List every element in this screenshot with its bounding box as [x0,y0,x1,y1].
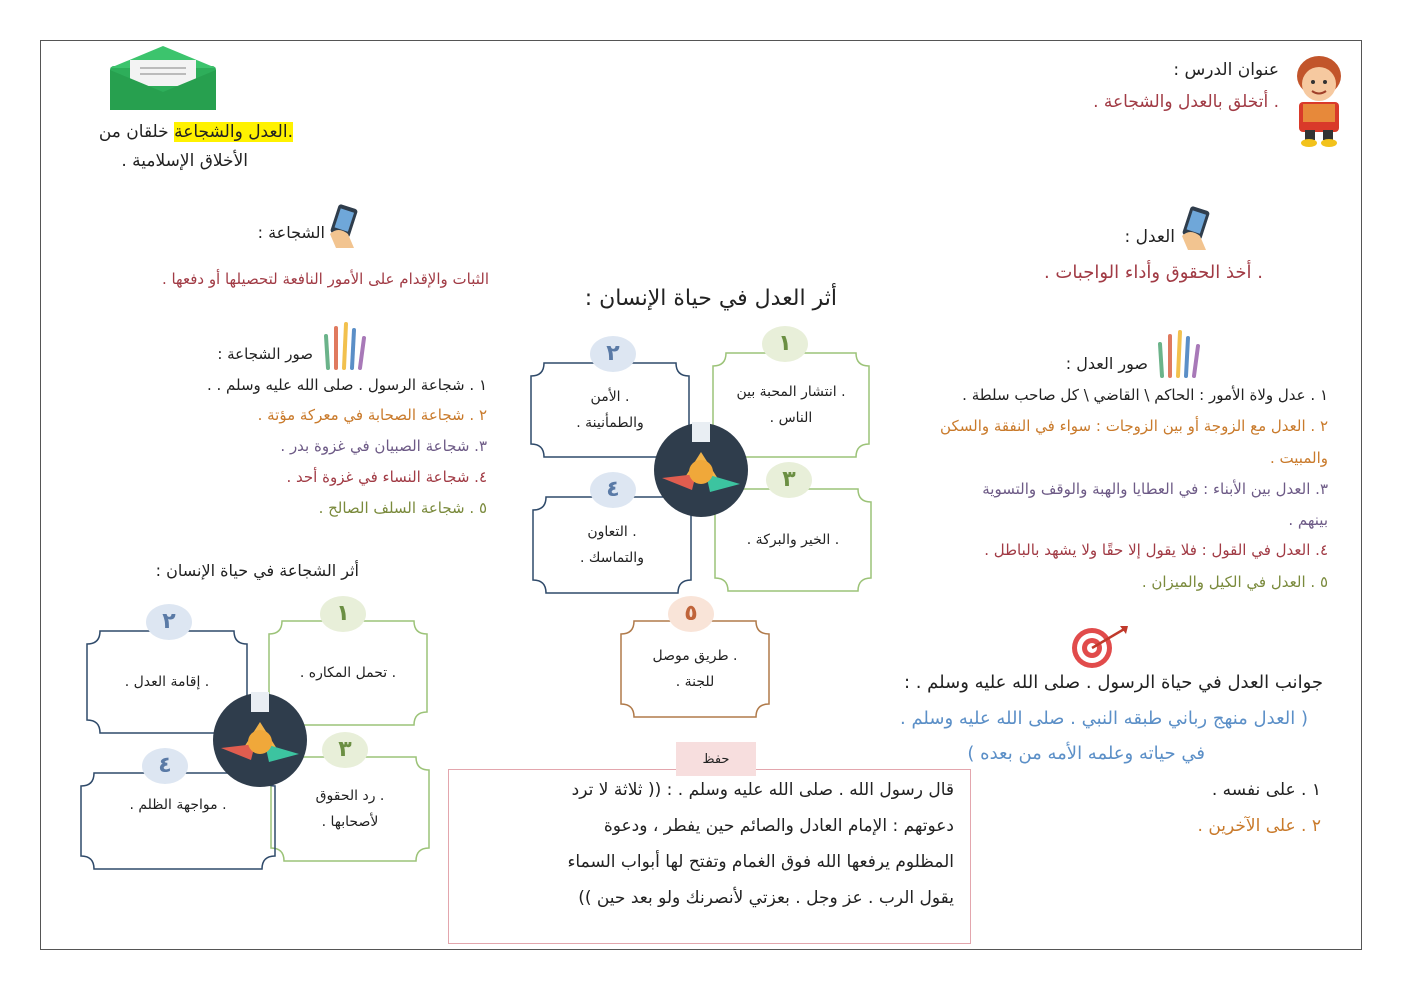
justice-form-4: ٤. العدل في القول : فلا يقول إلا حقًا ولا يشهد بالباطل . [984,541,1328,559]
courage-form-1: ١ . شجاعة الرسول . صلى الله عليه وسلم . . [206,376,487,394]
courage-definition: الثبات والإقدام على الأمور النافعة لتحصيلها أو دفعها . [161,270,489,288]
courage-effect-text-4: . مواجهة الظلم . [129,797,227,813]
justice-effect-box-5 [620,620,770,718]
joined-hands-icon [652,422,750,518]
hadith-line-4: يقول الرب . عز وجل . بعزتي لأنصرنك ولو بعد حين )) [578,888,954,908]
prophet-aspect-1: ١ . على نفسه . [1211,780,1321,800]
justice-definition: . أخذ الحقوق وأداء الواجبات . [1043,262,1263,283]
prophet-quote-2: في حياته وعلمه الأمه من بعده ) [967,743,1205,764]
justice-effect-num-4: ٤ [590,472,636,508]
justice-label: العدل : [1124,227,1175,247]
courage-label: الشجاعة : [257,223,325,242]
courage-effect-num-1: ١ [320,596,366,632]
prophet-quote-1: ( العدل منهج رباني طبقه النبي . صلى الله عليه وسلم . [900,708,1308,729]
justice-effect-text-1: . انتشار المحبة بين الناس . [736,384,846,426]
courage-forms-label: صور الشجاعة : [217,345,313,363]
prophet-title: جوانب العدل في حياة الرسول . صلى الله عليه وسلم . : [903,672,1323,693]
courage-effect-title: أثر الشجاعة في حياة الإنسان : [155,561,359,580]
courage-effect-text-1: . تحمل المكاره . [299,665,397,681]
courage-form-2: ٢ . شجاعة الصحابة في معركة مؤتة . [257,406,487,424]
phone-hand-icon [1180,206,1216,252]
justice-effect-text-2: . الأمن والطمأنينة . [576,389,644,431]
justice-form-3: ٣. العدل بين الأبناء : في العطايا والهبة والوقف والتسوية [982,480,1328,498]
justice-effect-num-5: ٥ [668,596,714,632]
justice-form-2: ٢ . العدل مع الزوجة أو بين الزوجات : سواء في النفقة والسكن [940,417,1328,435]
courage-effect-text-2: . إقامة العدل . [124,674,210,690]
memorize-tag: حفظ [676,742,756,776]
justice-effect-text-3: . الخير والبركة . [746,532,840,548]
justice-effect-num-2: ٢ [590,336,636,372]
hadith-box [448,769,971,944]
courage-effect-num-4: ٤ [142,748,188,784]
justice-form-2-cont: والمبيت . [1270,449,1328,467]
justice-effect-title: أثر العدل في حياة الإنسان : [584,286,837,311]
courage-effect-text-3: . رد الحقوق لأصحابها . [315,788,385,830]
hadith-line-1: قال رسول الله . صلى الله عليه وسلم . : (( ثلاثة لا ترد [571,780,954,800]
hadith-line-3: المظلوم يرفعها الله فوق الغمام وتفتح لها أبواب السماء [567,852,954,872]
lesson-title-label: عنوان الدرس : [1173,60,1279,80]
justice-form-5: ٥ . العدل في الكيل والميزان . [1141,573,1328,591]
intro-suffix: خلقان من [98,122,175,142]
justice-effect-text-5: . طريق موصل للجنة . [652,648,738,690]
joined-hands-icon [212,692,308,788]
justice-form-1: ١ . عدل ولاة الأمور : الحاكم \ القاضي \ كل صاحب سلطة . [962,386,1328,404]
courage-effect-num-3: ٣ [322,732,368,768]
justice-effect-num-1: ١ [762,326,808,362]
lesson-title-value: . أتخلق بالعدل والشجاعة . [1093,92,1279,112]
prophet-aspect-2: ٢ . على الآخرين . [1197,816,1321,836]
courage-form-3: ٣. شجاعة الصبيان في غزوة بدر . [280,437,487,455]
intro-line1 [99,122,293,142]
justice-forms-label: صور العدل : [1065,354,1148,373]
intro-prefix: . [287,122,293,142]
raised-hands-icon [1154,330,1204,378]
courage-form-5: ٥ . شجاعة السلف الصالح . [318,499,487,517]
boy-reading-icon [1285,50,1353,150]
envelope-icon [108,46,218,112]
raised-hands-icon [320,322,370,370]
target-icon [1068,624,1132,670]
phone-hand-icon [328,204,364,250]
courage-effect-num-2: ٢ [146,604,192,640]
justice-effect-text-4: . التعاون والتماسك . [580,524,644,566]
hadith-line-2: دعوتهم : الإمام العادل والصائم حين يفطر ، ودعوة [603,816,954,836]
courage-form-4: ٤. شجاعة النساء في غزوة أحد . [286,468,487,486]
justice-form-3-cont: بينهم . [1288,511,1328,529]
intro-line2: الأخلاق الإسلامية . [121,151,248,171]
justice-effect-num-3: ٣ [766,462,812,498]
intro-highlight: العدل والشجاعة [174,122,288,142]
